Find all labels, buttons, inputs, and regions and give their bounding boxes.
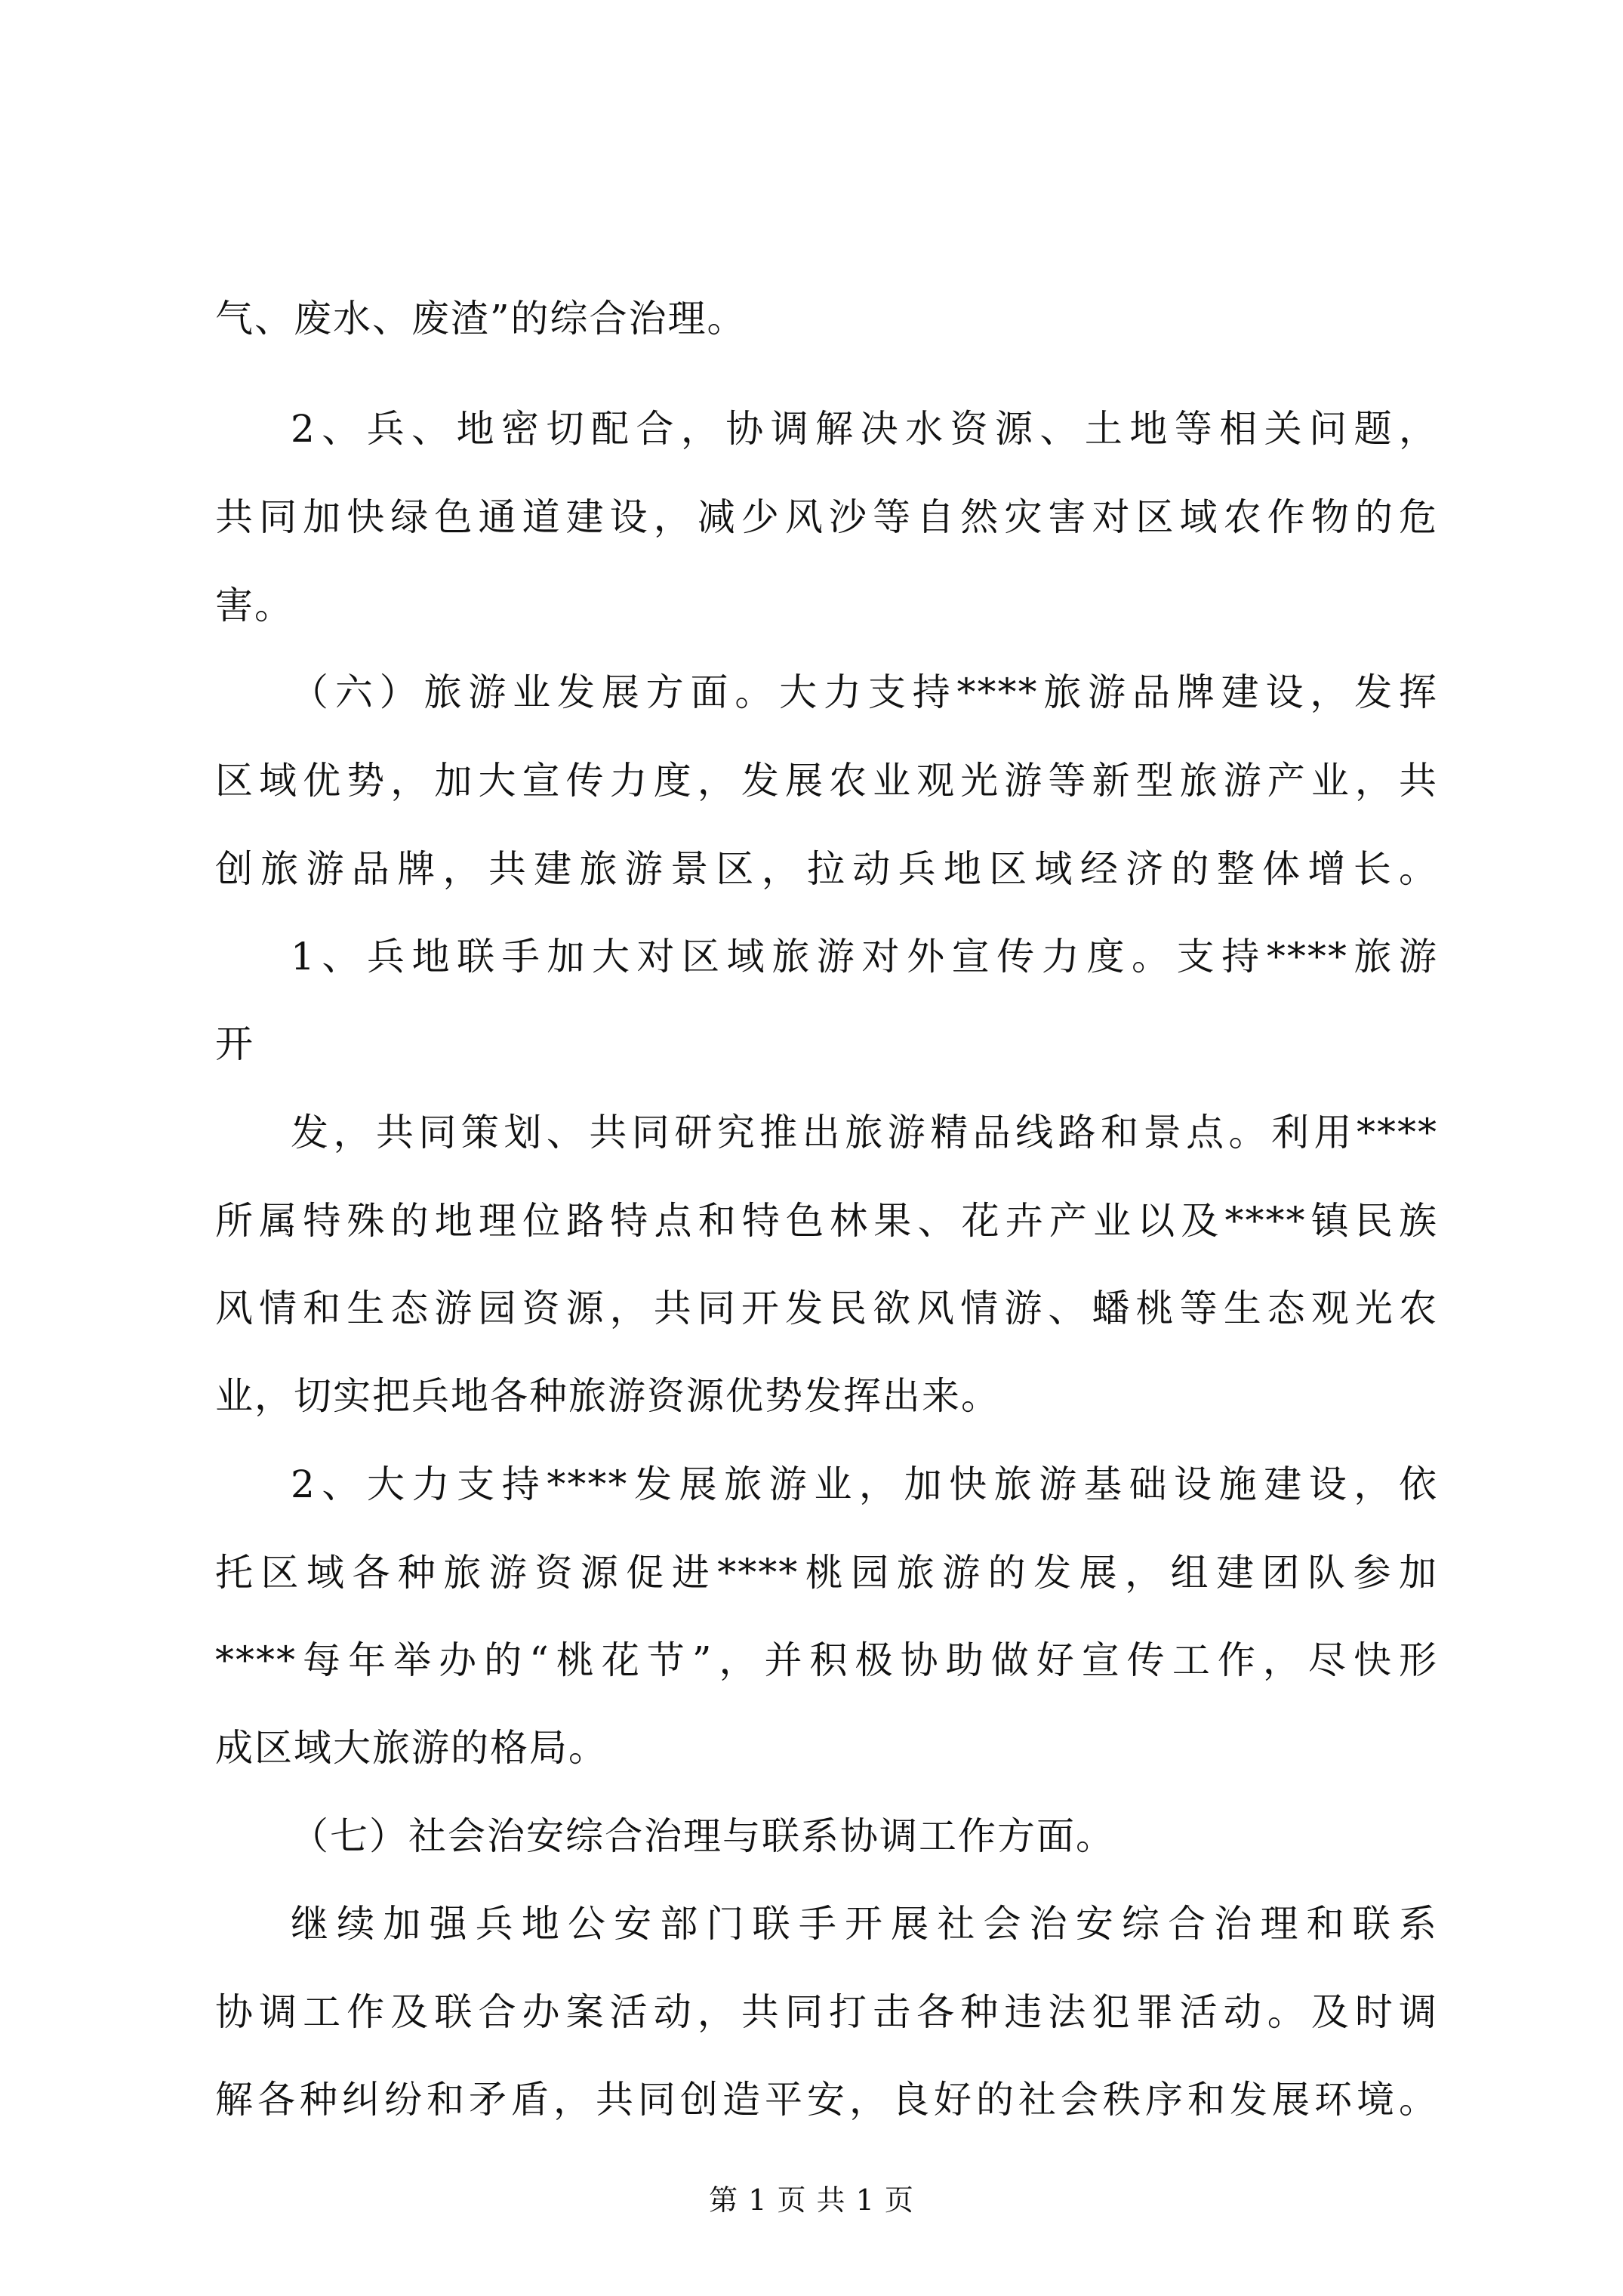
text-line: 1、兵地联手加大对区域旅游对外宣传力度。支持****旅游 xyxy=(291,935,1438,978)
text-line: 2、大力支持****发展旅游业，加快旅游基础设施建设，依 xyxy=(291,1462,1438,1506)
text-line: ****每年举办的“桃花节”，并积极协助做好宣传工作，尽快形 xyxy=(215,1638,1438,1682)
text-line: 业，切实把兵地各种旅游资源优势发挥出来。 xyxy=(215,1374,1000,1418)
text-line: 创旅游品牌，共建旅游景区，拉动兵地区域经济的整体增长。 xyxy=(215,847,1438,891)
page-footer: 第 1 页 共 1 页 xyxy=(709,2184,914,2217)
text-line: 协调工作及联合办案活动，共同打击各种违法犯罪活动。及时调 xyxy=(215,1990,1438,2034)
text-line: （六）旅游业发展方面。大力支持****旅游品牌建设，发挥 xyxy=(291,670,1438,714)
text-line: 托区域各种旅游资源促进****桃园旅游的发展，组建团队参加 xyxy=(215,1551,1438,1595)
text-line: 害。 xyxy=(215,584,294,627)
text-line: 成区域大旅游的格局。 xyxy=(215,1726,608,1770)
text-line: 继续加强兵地公安部门联手开展社会治安综合治理和联系 xyxy=(291,1902,1438,1946)
text-line: 开 xyxy=(215,1022,254,1066)
text-line: 解各种纠纷和矛盾，共同创造平安，良好的社会秩序和发展环境。 xyxy=(215,2078,1438,2122)
text-line: 气、废水、废渣”的综合治理。 xyxy=(215,297,747,341)
text-line: 区域优势，加大宣传力度，发展农业观光游等新型旅游产业，共 xyxy=(215,759,1438,803)
text-line: 共同加快绿色通道建设，减少风沙等自然灾害对区域农作物的危 xyxy=(215,495,1438,539)
text-line: 风情和生态游园资源，共同开发民欲风情游、蟠桃等生态观光农 xyxy=(215,1287,1438,1330)
text-line: 所属特殊的地理位路特点和特色林果、花卉产业以及****镇民族 xyxy=(215,1199,1438,1243)
text-line: 发，共同策划、共同研究推出旅游精品线路和景点。利用**** xyxy=(291,1111,1438,1154)
text-line: 2、兵、地密切配合，协调解决水资源、土地等相关问题， xyxy=(291,407,1438,451)
text-line: （七）社会治安综合治理与联系协调工作方面。 xyxy=(291,1814,1115,1858)
